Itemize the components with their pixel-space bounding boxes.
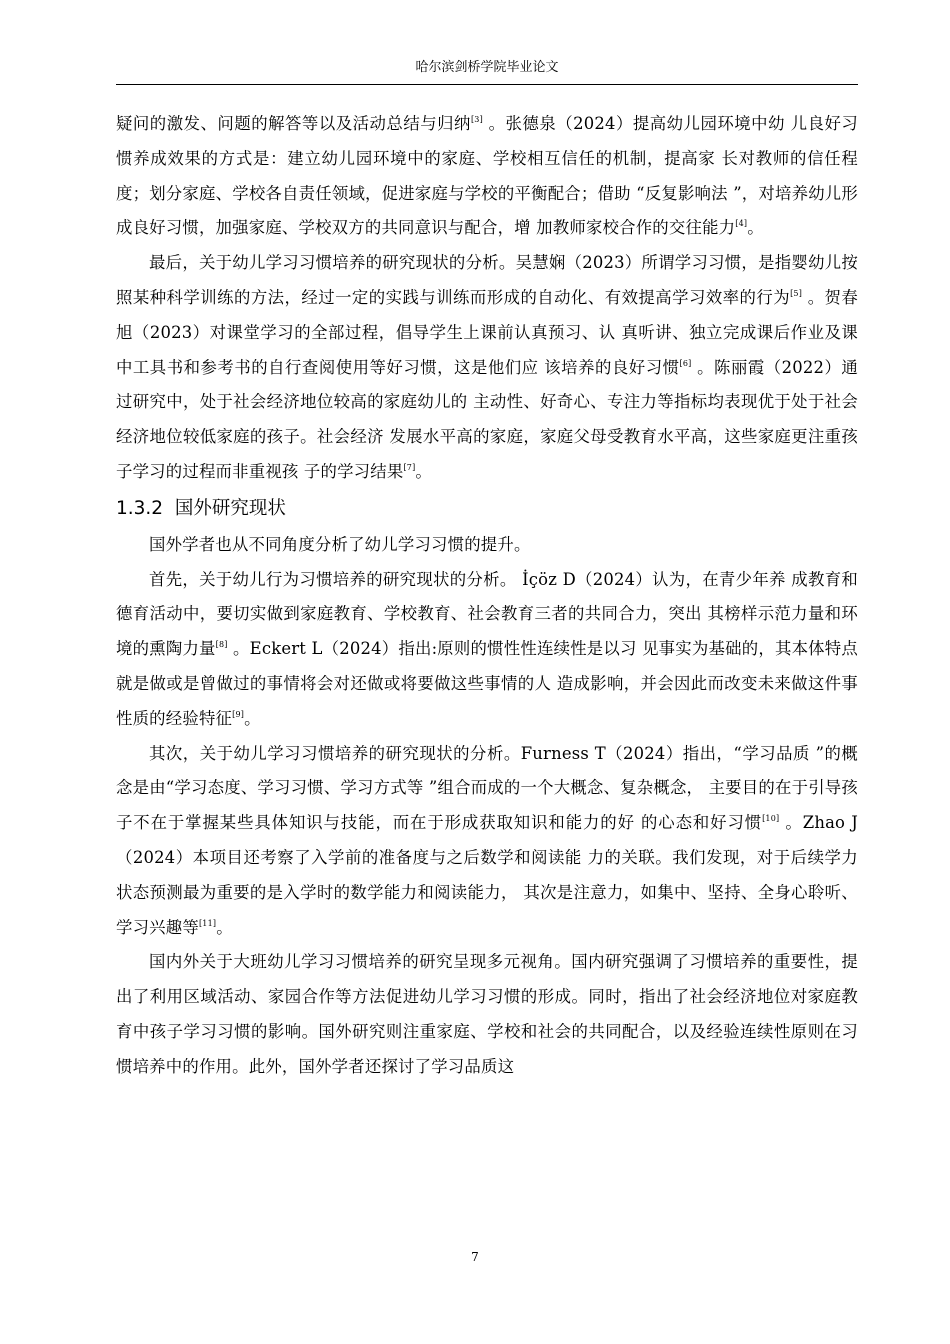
paragraph-4-text-3: 。 [244, 708, 261, 728]
citation-5: [5] [790, 288, 803, 298]
citation-7: [7] [403, 462, 416, 472]
paragraph-4-text: 首先，关于幼儿行为习惯培养的研究现状的分析。 İçöz D（2024）认为，在青少年养 成教育和德育活动中，要切实做到家庭教育、学校教育、社会教育三者的共同合力，突出 其榜样示范力量和环境的熏陶力量 [116, 569, 858, 659]
paragraph-2-text-3: 。陈丽霞（2022）通过研究中，处于社会经济地位较高的家庭幼儿的 主动性、好奇心、专注力等指标均表现优于处于社会经济地位较低家庭的孩子。社会经济 发展水平高的家庭，家庭父母受教育水平高，这些家庭更注重孩子学习的过程而非重视孩 子的学习结果 [116, 357, 858, 481]
paragraph-2-text-2: 。贺春旭（2023）对课堂学习的全部过程，倡导学生上课前认真预习、认 真听讲、独立完成课后作业及课中工具书和参考书的自行查阅使用等好习惯，这是他们应 该培养的良好习惯 [116, 287, 858, 377]
paragraph-1-text-2: 。张德泉（2024）提高幼儿园环境中幼 儿良好习惯养成效果的方式是：建立幼儿园环境中的家庭、学校相互信任的机制，提高家 长对教师的信任程度；划分家庭、学校各自责任领域，促进家庭与学校的平衡配合；借助 “反复影响法 ”，对培养幼儿形成良好习惯，加强家庭、学校双方的共同意识与配合，增 加教师家校合作的交往能力 [116, 114, 858, 238]
running-header: 哈尔滨剑桥学院毕业论文 [415, 60, 559, 75]
paragraph-1-text-3: 。 [747, 218, 764, 238]
citation-8: [8] [215, 640, 228, 650]
paragraph-5 [116, 737, 858, 946]
paragraph-3-text: 国外学者也从不同角度分析了幼儿学习习惯的提升。 [149, 534, 531, 554]
citation-6: [6] [679, 358, 692, 368]
paragraph-2-text-4: 。 [415, 461, 432, 481]
citation-10: [10] [762, 814, 780, 824]
citation-4: [4] [735, 219, 748, 229]
section-title: 国外研究现状 [174, 497, 286, 519]
paragraph-1 [116, 107, 858, 246]
paragraph-6 [116, 945, 858, 1084]
paragraph-4 [116, 563, 858, 737]
paragraph-3 [116, 528, 858, 563]
section-number: 1.3.2 [116, 497, 164, 519]
section-heading [116, 490, 858, 528]
paragraph-5-text: 其次，关于幼儿学习习惯培养的研究现状的分析。Furness T（2024）指出，“学习品质 ”的概念是由“学习态度、学习习惯、学习方式等 ”组合而成的一个大概念、复杂概念， 主要目的在于引导孩子不在于掌握某些具体知识与技能，而在于形成获取知识和能力的好 的心态和好习惯 [116, 743, 858, 833]
paragraph-1-text: 疑问的激发、问题的解答等以及活动总结与归纳 [116, 114, 471, 133]
citation-9: [9] [232, 709, 245, 719]
paragraph-2 [116, 246, 858, 490]
paragraph-4-text-2: 。Eckert L（2024）指出:原则的惯性性连续性是以习 见事实为基础的，其本体特点就是做或是曾做过的事情将会对还做或将要做这些事情的人 造成影响，并会因此而改变未来做这件事性质的经验特征 [116, 639, 858, 728]
document-body [116, 107, 858, 1085]
citation-3: [3] [470, 115, 483, 124]
paragraph-2-text: 最后，关于幼儿学习习惯培养的研究现状的分析。吴慧娴（2023）所谓学习习惯，是指婴幼儿按照某种科学训练的方法，经过一定的实践与训练而形成的自动化、有效提高学习效率的行为 [116, 253, 858, 307]
page-number: 7 [471, 1250, 479, 1264]
paragraph-6-text: 国内外关于大班幼儿学习习惯培养的研究呈现多元视角。国内研究强调了习惯培养的重要性，提出了利用区域活动、家园合作等方法促进幼儿学习习惯的形成。同时，指出了社会经济地位对家庭教育中孩子学习习惯的影响。国外研究则注重家庭、学校和社会的共同配合，以及经验连续性原则在习惯培养中的作用。此外，国外学者还探讨了学习品质这 [116, 952, 858, 1076]
header-rule [116, 84, 858, 85]
citation-11: [11] [198, 918, 217, 928]
paragraph-5-text-2: 。Zhao J（2024）本项目还考察了入学前的准备度与之后数学和阅读能 力的关联。我们发现，对于后续学力状态预测最为重要的是入学时的数学能力和阅读能力， 其次是注意力，如集中、坚持、全身心聆听、学习兴趣等 [116, 813, 858, 937]
paragraph-5-text-3: 。 [216, 917, 233, 937]
